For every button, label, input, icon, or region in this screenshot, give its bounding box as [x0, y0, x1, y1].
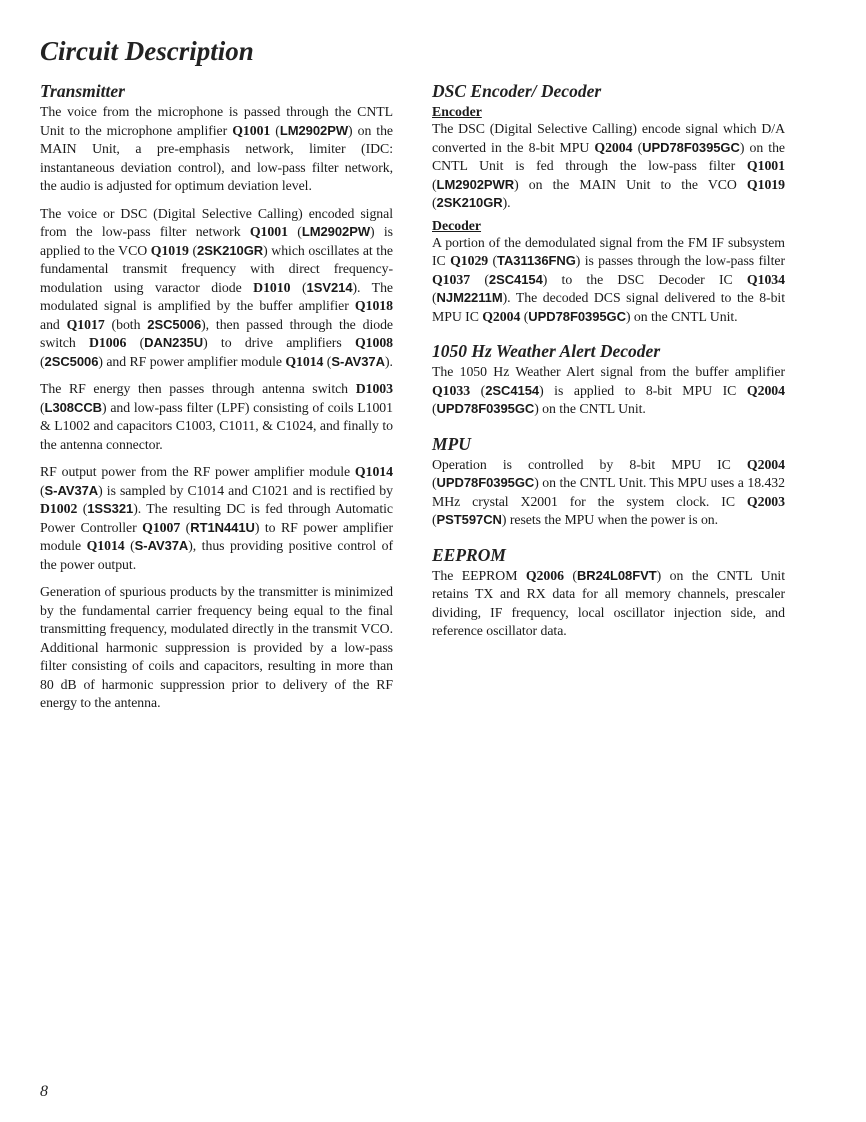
text-run: ( [470, 271, 489, 287]
transmitter-paragraph-4 [40, 463, 393, 574]
component-code: LM2902PW [279, 122, 349, 138]
text-run: ( [40, 482, 45, 498]
transmitter-heading: Transmitter [40, 81, 125, 101]
text-run: ( [432, 290, 437, 305]
text-run: ( [287, 224, 302, 239]
component-code: 2SC5006 [147, 316, 202, 332]
part-ref: Q1029 [450, 253, 489, 268]
text-run: ( [40, 353, 45, 369]
text-run: ) on the CNTL Unit. This MPU uses a 18.432 MHz crystal X2001 for the system clock. IC [432, 475, 785, 509]
text-run: ) on the CNTL Unit retains TX and RX data for all memory channels, prescaler dividing, IF frequency, local oscillator injection side, and reference oscillator data. [432, 567, 786, 638]
text-run: ) on the CNTL Unit. [625, 308, 738, 324]
text-run: ) on the MAIN Unit, a pre-emphasis network, limiter (IDC: instantaneous deviation control), and low-pass filter network, the audio is adjusted for optimum deviation level. [40, 122, 393, 193]
text-run: ( [188, 242, 198, 258]
component-code: LM2902PWR [436, 176, 515, 192]
part-ref: Q1007 [142, 519, 181, 535]
text-run: and [40, 316, 67, 332]
text-run: ) is sampled by C1014 and C1021 and is rectified by [98, 482, 393, 498]
part-ref: Q1017 [66, 316, 105, 332]
text-run: ). The modulated signal is amplified by the buffer amplifier [40, 279, 393, 313]
component-code: UPD78F0395GC [642, 139, 740, 155]
text-run: ( [632, 139, 643, 155]
mpu-section [432, 433, 785, 530]
component-code: 2SC4154 [488, 271, 543, 287]
text-run: The DSC (Digital Selective Calling) encode signal which D/A converted in the 8-bit MPU [432, 121, 785, 155]
part-ref: Q1034 [746, 271, 785, 287]
encoder-label: Encoder [432, 104, 482, 119]
component-code: PST597CN [436, 512, 502, 527]
text-run: The voice or DSC (Digital Selective Calling) encoded signal from the low-pass filter network [40, 205, 393, 239]
component-code: UPD78F0395GC [436, 475, 535, 490]
component-code: TA31136FNG [497, 253, 576, 268]
component-code: S-AV37A [44, 482, 99, 498]
part-ref: Q1001 [249, 224, 288, 239]
text-run: ( [432, 401, 437, 416]
part-ref: Q1014 [354, 464, 393, 479]
text-run: ) on the CNTL Unit is fed through the low-pass filter [432, 139, 785, 173]
text-run: ) which oscillates at the fundamental transmit frequency with direct frequency-modulation using varactor diode [40, 242, 393, 295]
text-run: RF output power from the RF power amplifier module [40, 464, 355, 479]
encoder-block [432, 103, 785, 213]
text-run: ( [124, 538, 135, 553]
text-run: ( [323, 353, 332, 369]
decoder-block [432, 217, 785, 327]
part-ref: Q1001 [746, 158, 785, 173]
part-ref: Q2004 [746, 456, 785, 472]
dsc-section [432, 80, 785, 326]
part-ref: Q1033 [432, 382, 471, 398]
part-ref: D1006 [89, 335, 127, 350]
mpu-heading: MPU [432, 433, 471, 454]
part-ref: Q2003 [746, 493, 785, 509]
text-run: ( [563, 567, 577, 583]
text-run: ). [502, 195, 511, 210]
weather-paragraph [432, 363, 785, 419]
dsc-heading: DSC Encoder/ Decoder [432, 81, 602, 101]
decoder-label: Decoder [432, 217, 482, 233]
decoder-paragraph [432, 234, 785, 327]
part-ref: Q2004 [482, 308, 521, 324]
part-ref: Q1001 [232, 122, 271, 138]
eeprom-section [432, 544, 785, 641]
part-ref: Q1019 [746, 176, 785, 192]
text-run: ( [77, 501, 88, 516]
text-run: ( [40, 399, 45, 415]
text-run: ) to drive amplifiers [203, 335, 355, 350]
component-code: S-AV37A [331, 353, 385, 369]
text-run: The 1050 Hz Weather Alert signal from the buffer amplifier [432, 364, 785, 379]
part-ref: Q1037 [432, 271, 471, 287]
component-code: 2SC5006 [44, 353, 99, 369]
component-code: UPD78F0395GC [528, 308, 626, 324]
text-run: (both [104, 316, 148, 332]
text-run: ( [432, 475, 437, 490]
weather-heading: 1050 Hz Weather Alert Decoder [432, 341, 661, 361]
part-ref: Q1019 [150, 242, 189, 258]
text-run: ( [432, 195, 437, 210]
component-code: NJM2211M [436, 290, 503, 305]
text-run: ) is applied to the VCO [40, 224, 393, 258]
left-column [40, 80, 393, 722]
text-run: The voice from the microphone is passed through the CNTL Unit to the microphone amplifier [40, 104, 393, 138]
part-ref: D1003 [355, 381, 393, 396]
text-run: ( [290, 279, 307, 295]
part-ref: D1002 [40, 501, 78, 516]
component-code: S-AV37A [134, 538, 189, 553]
transmitter-paragraph-2 [40, 205, 393, 372]
text-run: Operation is controlled by 8-bit MPU IC [432, 456, 747, 472]
component-code: UPD78F0395GC [436, 401, 535, 416]
text-run: ( [270, 122, 280, 138]
text-run: A portion of the demodulated signal from the FM IF subsystem IC [432, 234, 785, 268]
text-run: ) is applied to 8-bit MPU IC [539, 382, 747, 398]
eeprom-heading: EEPROM [432, 544, 506, 565]
text-run: The EEPROM [432, 567, 526, 583]
component-code: RT1N441U [190, 519, 255, 535]
text-run: ) resets the MPU when the power is on. [501, 512, 719, 527]
part-ref: Q2004 [594, 139, 633, 155]
transmitter-paragraph-3 [40, 380, 393, 454]
text-run: ( [126, 335, 145, 350]
text-run: ) on the MAIN Unit to the VCO [514, 176, 747, 192]
part-ref: Q2006 [525, 567, 564, 583]
component-code: BR24L08FVT [576, 567, 657, 583]
text-run: ). The decoded DCS signal delivered to the 8-bit MPU IC [432, 290, 785, 324]
page-title: Circuit Description [40, 36, 254, 66]
component-code: 1SS321 [87, 501, 134, 516]
text-run: ) on the CNTL Unit. [534, 401, 646, 416]
text-run: ( [432, 176, 437, 192]
text-run: Generation of spurious products by the transmitter is minimized by the fundamental carrier frequency being equal to the final transmitting frequency, modulated directly in the transmit VCO. Additional harmonic suppression is provided by a low-pass filter consisting of coils and capacitors, resulting in more than 80 dB of harmonic suppression prior to delivery of the RF energy to the antenna. [40, 584, 393, 710]
component-code: 2SK210GR [197, 242, 264, 258]
text-run: ( [520, 308, 529, 324]
part-ref: D1010 [253, 279, 291, 295]
text-run: ( [432, 512, 437, 527]
component-code: L308CCB [44, 399, 102, 415]
text-run: ) to RF power amplifier module [40, 519, 394, 553]
mpu-paragraph [432, 456, 785, 530]
component-code: 1SV214 [306, 279, 353, 295]
text-run: ). The resulting DC is fed through Automatic Power Controller [40, 501, 393, 535]
text-run: ) is passes through the low-pass filter [575, 253, 785, 268]
part-ref: Q1018 [354, 298, 393, 313]
weather-section [432, 340, 785, 419]
page-number: 8 [40, 1083, 48, 1100]
text-run: ) and low-pass filter (LPF) consisting of coils L1001 & L1002 and capacitors C1003, C1011, & C1024, and finally to the antenna connector. [40, 399, 393, 452]
text-run: ( [180, 519, 191, 535]
encoder-paragraph [432, 120, 785, 213]
component-code: 2SK210GR [436, 195, 503, 210]
component-code: DAN235U [144, 335, 204, 350]
text-run: ), then passed through the diode switch [40, 316, 394, 350]
transmitter-paragraph-1 [40, 103, 393, 196]
text-run: ) and RF power amplifier module [98, 353, 286, 369]
component-code: LM2902PW [301, 224, 371, 239]
text-run: ) to the DSC Decoder IC [542, 271, 747, 287]
part-ref: Q1014 [285, 353, 324, 369]
text-run: ), thus providing positive control of the power output. [40, 538, 393, 572]
part-ref: Q1008 [354, 335, 394, 350]
text-run: The RF energy then passes through antenna switch [40, 381, 356, 396]
part-ref: Q2004 [746, 382, 785, 398]
eeprom-paragraph [432, 567, 785, 641]
text-run: ( [488, 253, 498, 268]
text-run: ( [470, 382, 486, 398]
component-code: 2SC4154 [485, 382, 540, 398]
right-column [432, 80, 785, 655]
part-ref: Q1014 [86, 538, 125, 553]
transmitter-paragraph-5 [40, 583, 393, 713]
text-run: ). [384, 353, 393, 369]
